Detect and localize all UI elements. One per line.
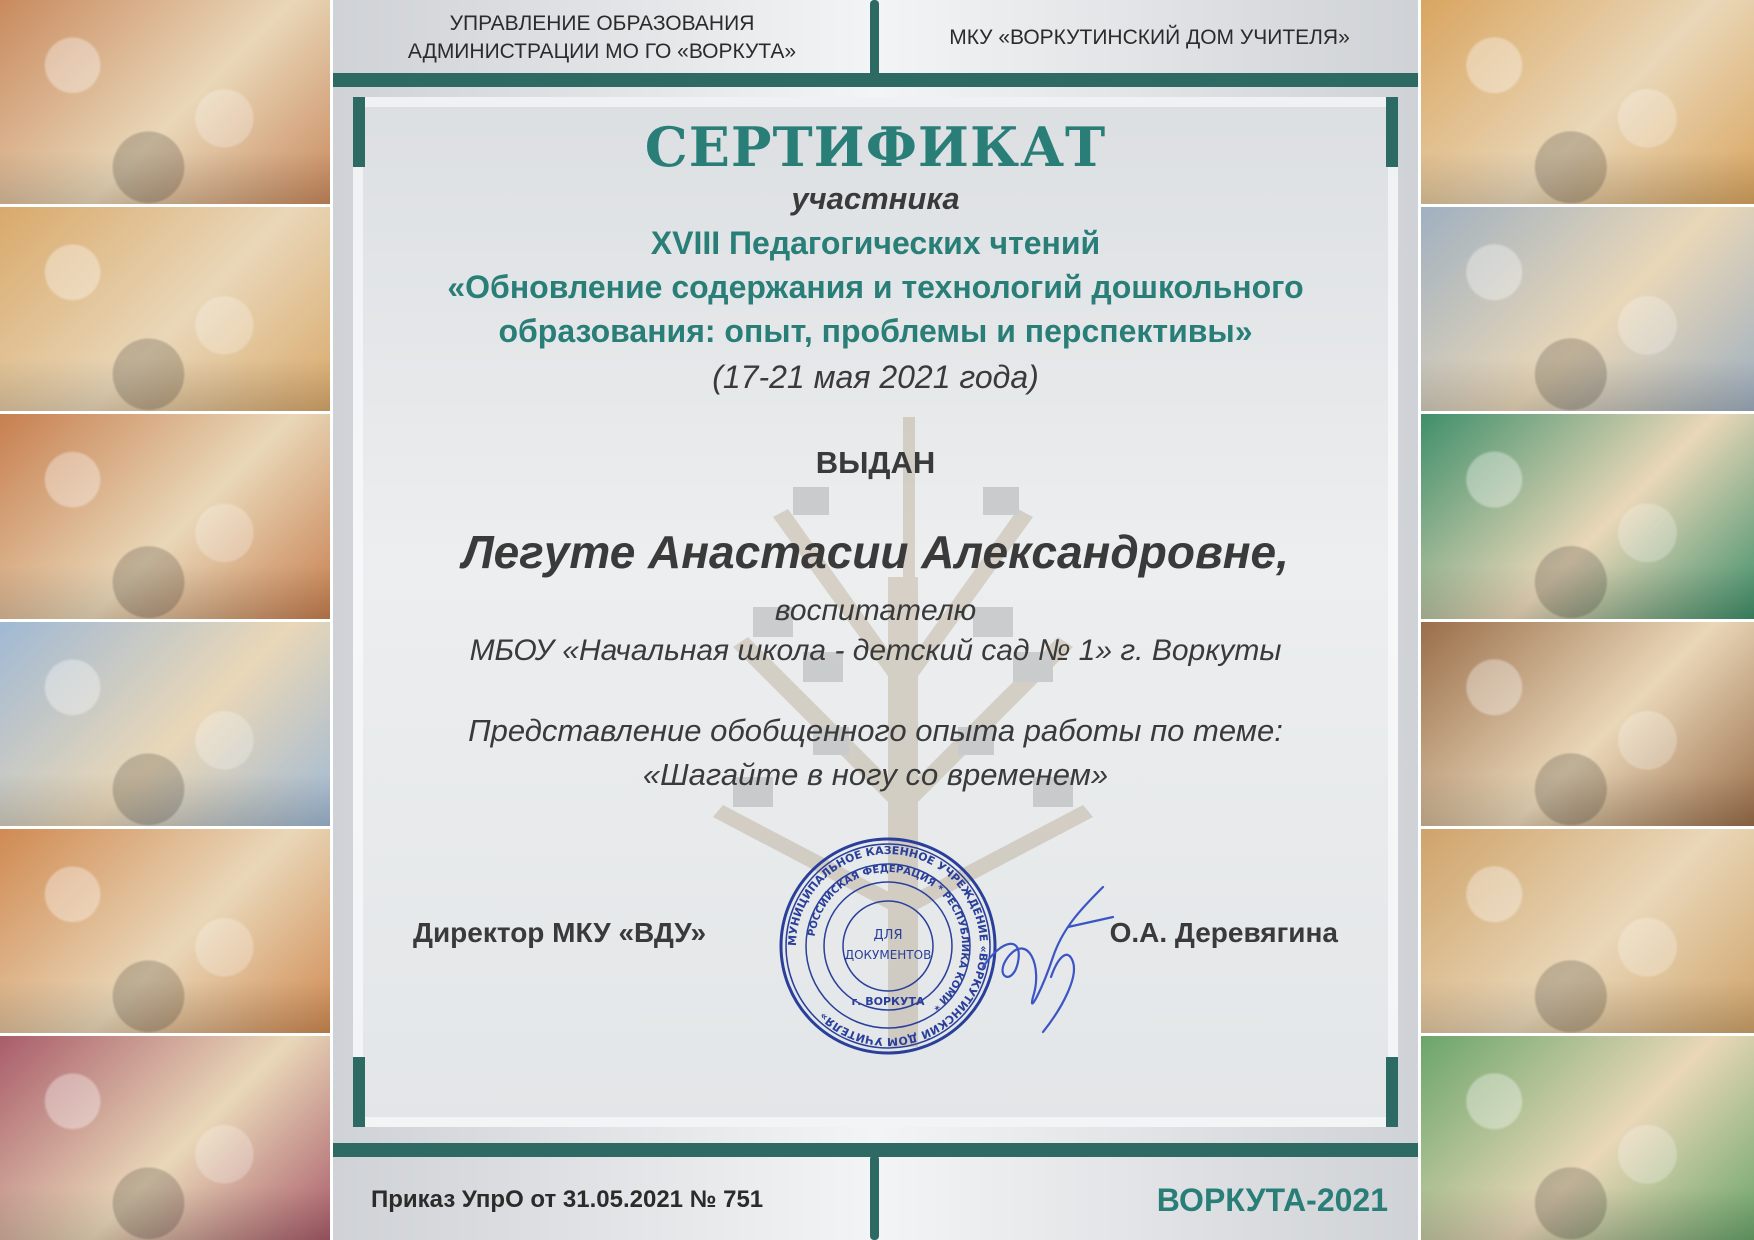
photo-kids-lego bbox=[1421, 207, 1754, 411]
photo-origami-class bbox=[0, 829, 330, 1033]
order-reference: Приказ УпрО от 31.05.2021 № 751 bbox=[371, 1186, 764, 1213]
header-divider bbox=[870, 0, 879, 78]
photo-teacher-painting bbox=[0, 207, 330, 411]
event-line1: XVIII Педагогических чтений bbox=[650, 225, 1101, 261]
photo-playing-blocks bbox=[0, 414, 330, 618]
recipient-organization: МБОУ «Начальная школа - детский сад № 1» г. Воркуты bbox=[469, 634, 1282, 667]
presentation-line2: «Шагайте в ногу со временем» bbox=[642, 757, 1109, 792]
stamp-outer-text: МУНИЦИПАЛЬНОЕ КАЗЕННОЕ УЧРЕЖДЕНИЕ «ВОРКУТИНСКИЙ ДОМ УЧИТЕЛЯ» bbox=[785, 843, 991, 1049]
photo-teacher-with-kids bbox=[0, 622, 330, 826]
recipient-position: воспитателю bbox=[774, 594, 977, 627]
certificate-subtitle: участника bbox=[791, 181, 960, 216]
header-left-line1: УПРАВЛЕНИЕ ОБРАЗОВАНИЯ bbox=[449, 12, 755, 35]
frame-corner bbox=[353, 1057, 365, 1127]
header-left-org bbox=[333, 0, 871, 76]
certificate-title: СЕРТИФИКАТ bbox=[644, 115, 1107, 179]
director-label: Директор МКУ «ВДУ» bbox=[413, 917, 707, 948]
event-title bbox=[353, 221, 1398, 353]
recipient-name: Легуте Анастасии Александровне, bbox=[462, 526, 1289, 578]
header-right-org: МКУ «ВОРКУТИНСКИЙ ДОМ УЧИТЕЛЯ» bbox=[949, 26, 1350, 49]
presentation-line1: Представление обобщенного опыта работы по теме: bbox=[468, 713, 1283, 748]
header-left-line2: АДМИНИСТРАЦИИ МО ГО «ВОРКУТА» bbox=[407, 40, 797, 63]
photo-interactive-table bbox=[1421, 1036, 1754, 1240]
city-year: ВОРКУТА-2021 bbox=[1156, 1181, 1388, 1218]
event-dates: (17-21 мая 2021 года) bbox=[712, 359, 1039, 395]
director-signature bbox=[973, 867, 1123, 1037]
event-line2: «Обновление содержания и технологий дошкольного bbox=[447, 269, 1304, 305]
issued-label: ВЫДАН bbox=[815, 445, 936, 480]
certificate bbox=[333, 0, 1418, 1240]
stamp-center-line1: ДЛЯ bbox=[873, 928, 903, 943]
photo-children-crafts bbox=[0, 0, 330, 204]
left-photo-collage bbox=[0, 0, 330, 1240]
certificate-body bbox=[353, 97, 1398, 1127]
photo-sand-table bbox=[1421, 829, 1754, 1033]
footer-divider bbox=[870, 1155, 879, 1240]
photo-parachute-circle bbox=[1421, 414, 1754, 618]
presentation-topic bbox=[353, 709, 1398, 797]
photo-lego-heart bbox=[1421, 0, 1754, 204]
event-line3: образования: опыт, проблемы и перспективы» bbox=[498, 313, 1253, 349]
photo-robot-kit bbox=[1421, 622, 1754, 826]
director-name: О.А. Деревягина bbox=[1109, 917, 1338, 948]
frame-corner bbox=[1386, 1057, 1398, 1127]
stamp-city: г. ВОРКУТА bbox=[851, 995, 925, 1008]
stamp-middle-text: РОССИЙСКАЯ ФЕДЕРАЦИЯ * РЕСПУБЛИКА КОМИ * bbox=[806, 863, 971, 1012]
top-frame-bar bbox=[333, 73, 1418, 87]
photo-happy-children bbox=[0, 1036, 330, 1240]
stamp-center-line2: ДОКУМЕНТОВ bbox=[844, 948, 932, 962]
right-photo-collage bbox=[1421, 0, 1754, 1240]
official-stamp bbox=[777, 835, 999, 1057]
